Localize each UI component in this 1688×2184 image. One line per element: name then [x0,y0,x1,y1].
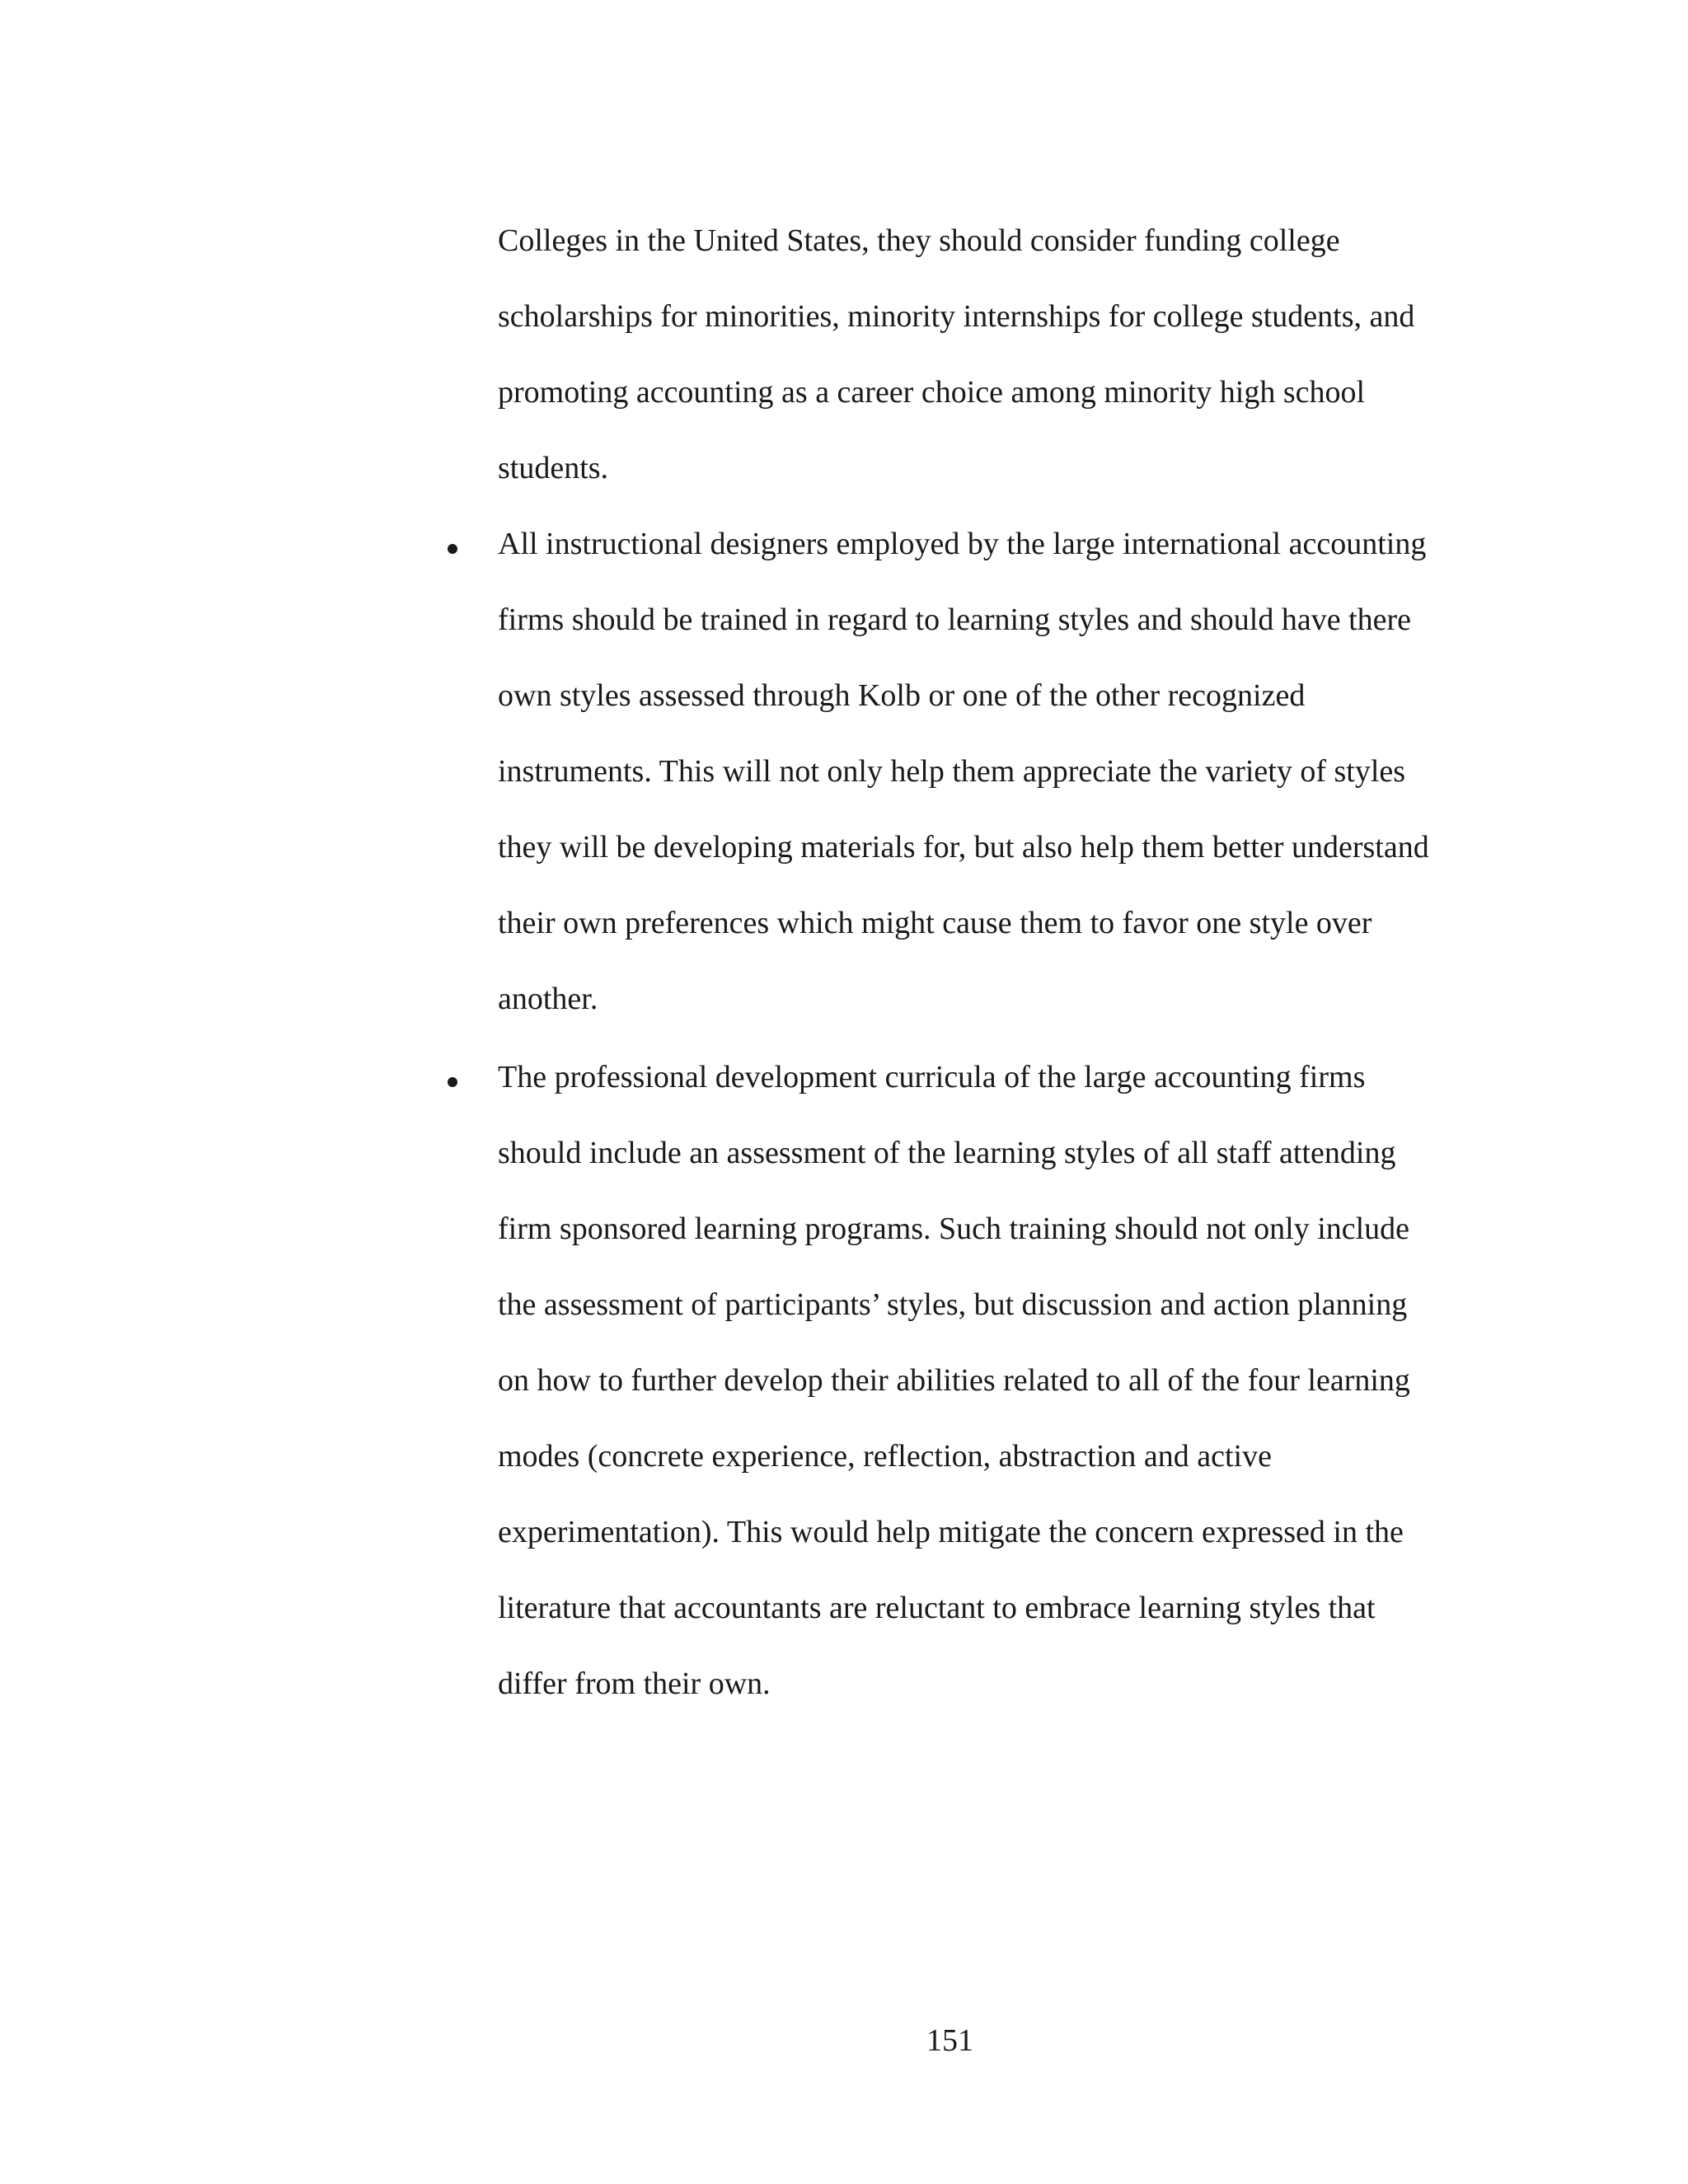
bullet-line: on how to further develop their abilities related to all of the four learning [498,1363,1410,1398]
bullet-line: should include an assessment of the learning styles of all staff attending [498,1136,1396,1170]
bullet-line: The professional development curricula of the large accounting firms [498,1060,1366,1094]
bullet-line: experimentation). This would help mitigate the concern expressed in the [498,1515,1404,1549]
bullet-icon [448,544,457,554]
bullet-line: literature that accountants are reluctant to embrace learning styles that [498,1591,1376,1625]
bullet-line: firms should be trained in regard to learning styles and should have there [498,602,1412,637]
page-number: 151 [926,2023,973,2058]
paragraph-line: Colleges in the United States, they should consider funding college [498,223,1340,258]
bullet-line: they will be developing materials for, but also help them better understand [498,830,1429,865]
paragraph-line: promoting accounting as a career choice among minority high school [498,375,1366,410]
bullet-line: own styles assessed through Kolb or one of the other recognized [498,678,1306,713]
bullet-line: differ from their own. [498,1666,771,1701]
bullet-line: firm sponsored learning programs. Such training should not only include [498,1212,1410,1246]
bullet-line: another. [498,982,598,1016]
bullet-line: the assessment of participants’ styles, but discussion and action planning [498,1287,1408,1322]
paragraph-line: scholarships for minorities, minority internships for college students, and [498,299,1415,334]
bullet-line: modes (concrete experience, reflection, abstraction and active [498,1439,1272,1474]
paragraph-line: students. [498,451,609,485]
bullet-icon [448,1077,457,1087]
bullet-line: their own preferences which might cause them to favor one style over [498,906,1372,940]
bullet-line: instruments. This will not only help them appreciate the variety of styles [498,754,1406,789]
bullet-line: All instructional designers employed by the large international accounting [498,527,1427,561]
